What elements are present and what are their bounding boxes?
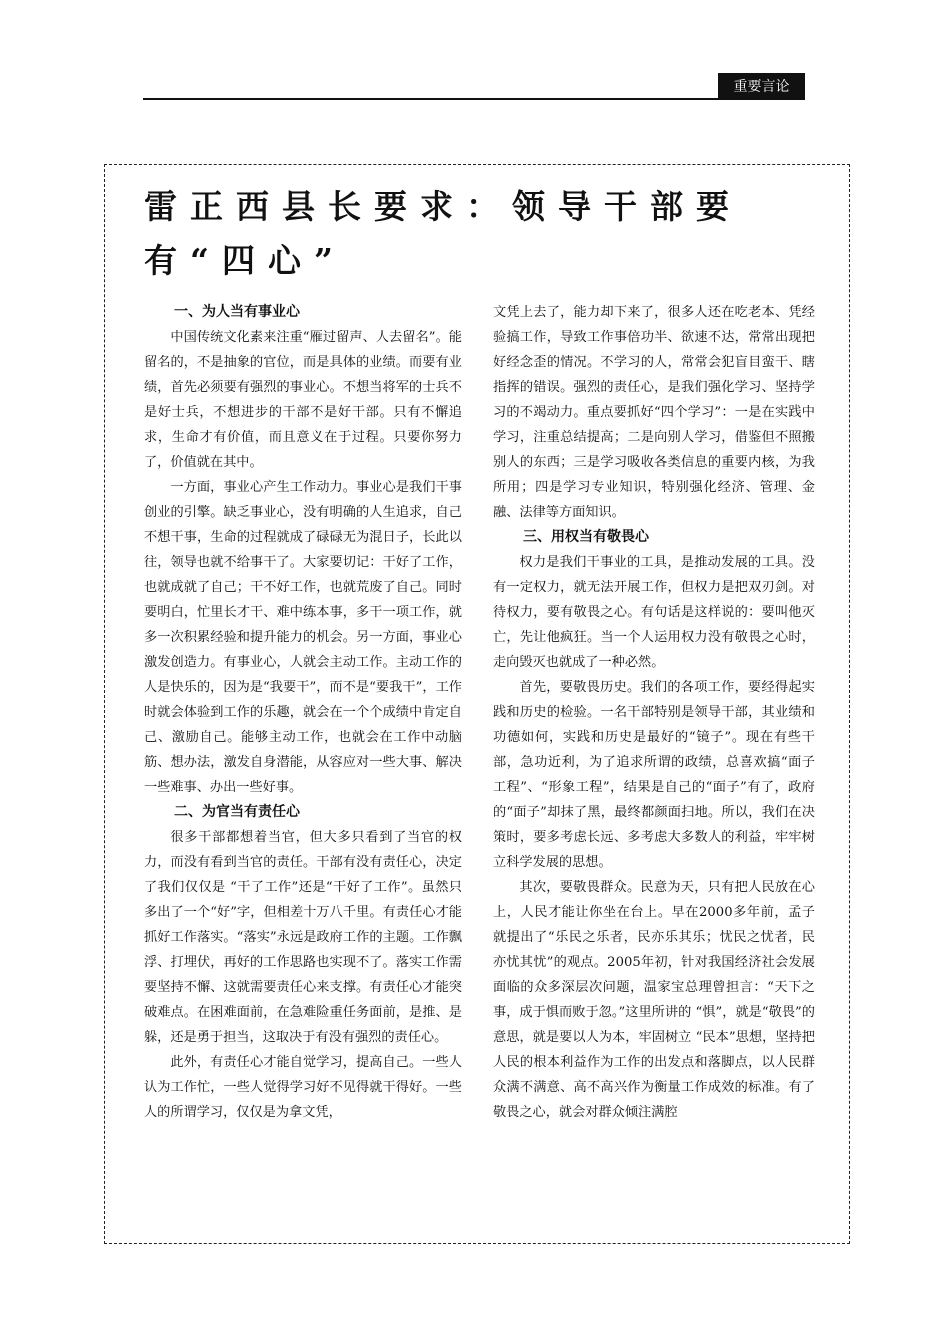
header-rule	[143, 98, 805, 100]
section-heading: 二、为官当有责任心	[174, 804, 300, 820]
paragraph: 文凭上去了，能力却下来了，很多人还在吃老本、凭经验搞工作，导致工作事倍功半、欲速不达，常常出现把好经念歪的情况。不学习的人，常常会犯盲目蛮干、瞎指挥的错误。强烈的责任心，是我们强化学习、坚持学习的不竭动力。重点要抓好“四个学习”：一是在实践中学习，注重总结提高；二是向别人学习，借鉴但不照搬别人的东西；三是学习吸收各类信息的重要内核，为我所用；四是学习专业知识，特别强化经济、管理、金融、法律等方面知识。	[493, 305, 815, 520]
left-column	[144, 300, 462, 1125]
paragraph: 很多干部都想着当官，但大多只看到了当官的权力，而没有看到当官的责任。干部有没有责任心，决定了我们仅仅是 “干了工作”还是“干好了工作”。虽然只多出了一个“好”字，但相差十万八千里。有责任心才能抓好工作落实。“落实”永远是政府工作的主题。工作飘浮、打埋伏，再好的工作思路也实现不了。落实工作需要坚持不懈、这就需要责任心来支撑。有责任心才能突破难点。在困难面前，在急难险重任务面前，是推、是躲，还是勇于担当，这取决于有没有强烈的责任心。	[144, 830, 462, 1045]
section-heading: 三、用权当有敬畏心	[523, 529, 649, 545]
section-heading: 一、为人当有事业心	[174, 304, 300, 320]
paragraph: 首先，要敬畏历史。我们的各项工作，要经得起实践和历史的检验。一名干部特别是领导干部，其业绩和功德如何，实践和历史是最好的“镜子”。现在有些干部，急功近利，为了追求所谓的政绩，总喜欢搞“面子工程”、“形象工程”，结果是自己的“面子”有了，政府的“面子”却抹了黑，最终都颜面扫地。所以，我们在决策时，要多考虑长远、多考虑大多数人的利益，牢牢树立科学发展的思想。	[493, 680, 815, 870]
section-tag: 重要言论	[718, 73, 805, 99]
paragraph: 其次，要敬畏群众。民意为天，只有把人民放在心上，人民才能让你坐在台上。早在2000多年前，孟子就提出了“乐民之乐者，民亦乐其乐；忧民之忧者，民亦忧其忧”的观点。2005年初，针对我国经济社会发展面临的众多深层次问题，温家宝总理曾担言：“天下之事，成于惧而败于忽。”这里所讲的 “惧”，就是“敬畏”的意思，就是要以人为本，牢固树立 “民本”思想，坚持把人民的根本利益作为工作的出发点和落脚点，以人民群众满不满意、高不高兴作为衡量工作成效的标准。有了敬畏之心，就会对群众倾注满腔	[493, 880, 815, 1120]
paragraph: 中国传统文化素来注重“雁过留声、人去留名”。能留名的，不是抽象的官位，而是具体的业绩。而要有业绩，首先必须要有强烈的事业心。不想当将军的士兵不是好士兵，不想进步的干部不是好干部。只有不懈追求，生命才有价值，而且意义在于过程。只要你努力了，价值就在其中。	[144, 330, 462, 470]
article-title: 雷正西县长要求：领导干部要有“四心”	[144, 187, 742, 280]
paragraph: 此外，有责任心才能自觉学习，提高自己。一些人认为工作忙，一些人觉得学习好不见得就干得好。一些人的所谓学习，仅仅是为拿文凭，	[144, 1055, 462, 1120]
right-column	[493, 300, 815, 1125]
paragraph: 一方面，事业心产生工作动力。事业心是我们干事创业的引擎。缺乏事业心，没有明确的人生追求，自己不想干事，生命的过程就成了碌碌无为混日子，长此以往，领导也就不给事干了。大家要切记：干好了工作，也就成就了自己；干不好工作，也就荒废了自己。同时要明白，忙里长才干、难中练本事，多干一项工作，就多一次积累经验和提升能力的机会。另一方面，事业心激发创造力。有事业心，人就会主动工作。主动工作的人是快乐的，因为是“我要干”，而不是“要我干”，工作时就会体验到工作的乐趣，就会在一个个成绩中肯定自己、激励自己。能够主动工作，也就会在工作中动脑筋、想办法，激发自身潜能，从容应对一些大事、解决一些难事、办出一些好事。	[144, 480, 462, 795]
paragraph: 权力是我们干事业的工具，是推动发展的工具。没有一定权力，就无法开展工作，但权力是把双刃剑。对待权力，要有敬畏之心。有句话是这样说的：要叫他灭亡，先让他疯狂。当一个人运用权力没有敬畏之心时，走向毁灭也就成了一种必然。	[493, 555, 815, 670]
